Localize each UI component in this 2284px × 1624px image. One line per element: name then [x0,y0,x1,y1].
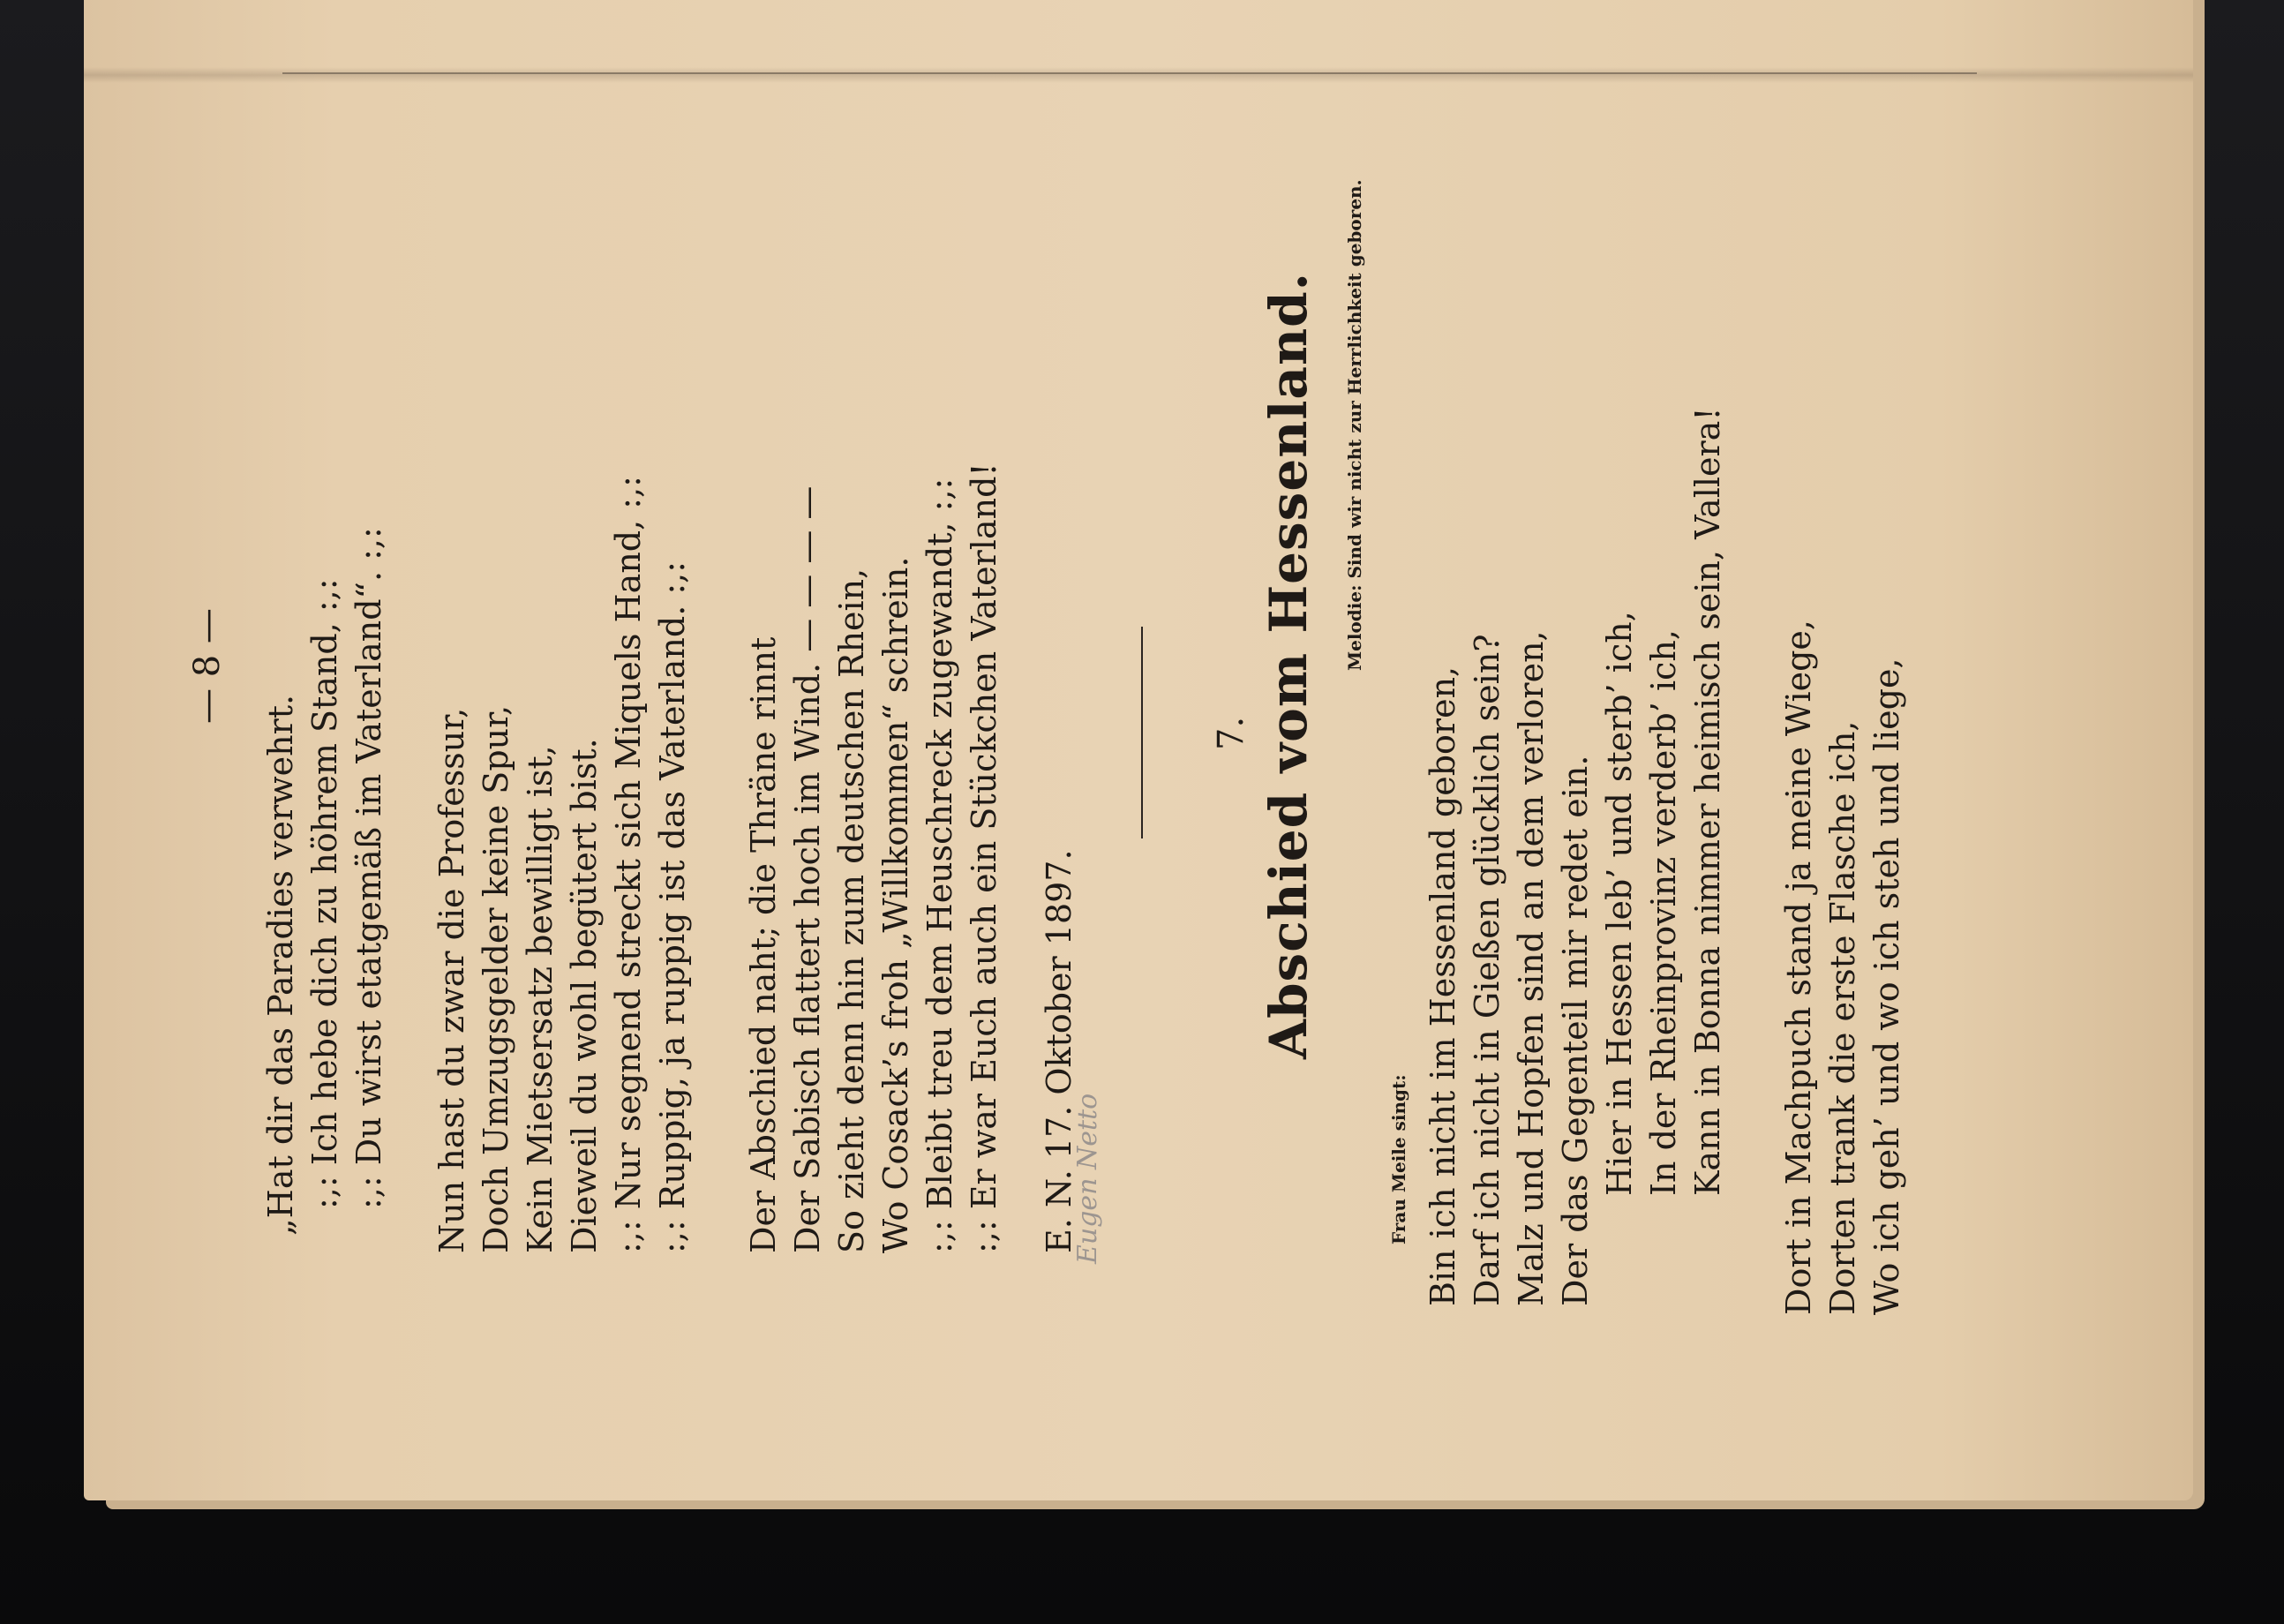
stanza-3-line: :,: Er war Euch auch ein Stückchen Vaterland! [965,462,1003,1253]
stanza-3-line: Der Abschied naht; die Thräne rinnt [744,636,783,1253]
page-number: — 8 — [187,608,228,724]
stanza-4-line: Bin ich nicht im Hessenland geboren, [1424,665,1462,1306]
rotated-page-content [150,18,2180,1518]
stanza-2-line: Kein Mietsersatz bewilligt ist, [521,745,560,1253]
singer-note: Frau Meile singt: [1388,1074,1409,1244]
stanza-1-line: :,: Du wirst etatgemäß im Vaterland“. :,: [349,527,388,1209]
stanza-5-line: Dort in Machpuch stand ja meine Wiege, [1779,620,1818,1315]
stanza-4-line: Der das Gegenteil mir redet ein. [1556,755,1595,1306]
stanza-1-line: „Hat dir das Paradies verwehrt. [261,694,300,1236]
signature-line: E. N. 17. Oktober 1897. [1040,849,1078,1253]
stanza-2-line: :,: Ruppig, ja ruppig ist das Vaterland. :,: [653,560,692,1253]
section-number: 7. [1211,716,1251,750]
stanza-3-line: Der Sabisch flattert hoch im Wind. — — — — [788,485,827,1253]
song-title: Abschied vom Hessenland. [1258,272,1319,1059]
stanza-3-line: :,: Bleibt treu dem Heuschreck zugewandt, :,: [920,477,959,1253]
stanza-3-line: Wo Cosack’s froh „Willkommen“ schrein. [876,556,915,1253]
stanza-4-line: Darf ich nicht in Gießen glücklich sein? [1468,634,1506,1306]
stanza-2-line: Nun hast du zwar die Professur, [432,707,471,1253]
stanza-2-line: Doch Umzugsgelder keine Spur, [477,704,515,1253]
handwritten-note: Eugen Netto [1072,1093,1103,1264]
stanza-2-line: :,: Nur segnend streckt sich Miquels Hand, :,: [609,476,648,1253]
stanza-4-line: Malz und Hopfen sind an dem verloren, [1512,630,1551,1306]
stanza-3-line: So zieht denn hin zum deutschen Rhein, [832,568,871,1253]
stanza-2-line: Dieweil du wohl begütert bist. [565,738,604,1253]
stanza-5-line: Dorten trank die erste Flasche ich, [1823,720,1862,1315]
stanza-4-line: Hier in Hessen leb’ und sterb’ ich, [1600,611,1639,1196]
section-divider [1141,627,1143,838]
melody-note: Melodie: Sind wir nicht zur Herrlichkeit geboren. [1344,179,1365,671]
stanza-4-line: Kann in Bonna nimmer heimisch sein, Vallera! [1688,407,1727,1196]
stanza-1-line: :,: Ich hebe dich zu höhrem Stand, :,: [305,578,344,1209]
stanza-5-line: Wo ich geh’ und wo ich steh und liege, [1867,658,1906,1315]
stanza-4-line: In der Rheinprovinz verderb’ ich, [1644,629,1683,1196]
